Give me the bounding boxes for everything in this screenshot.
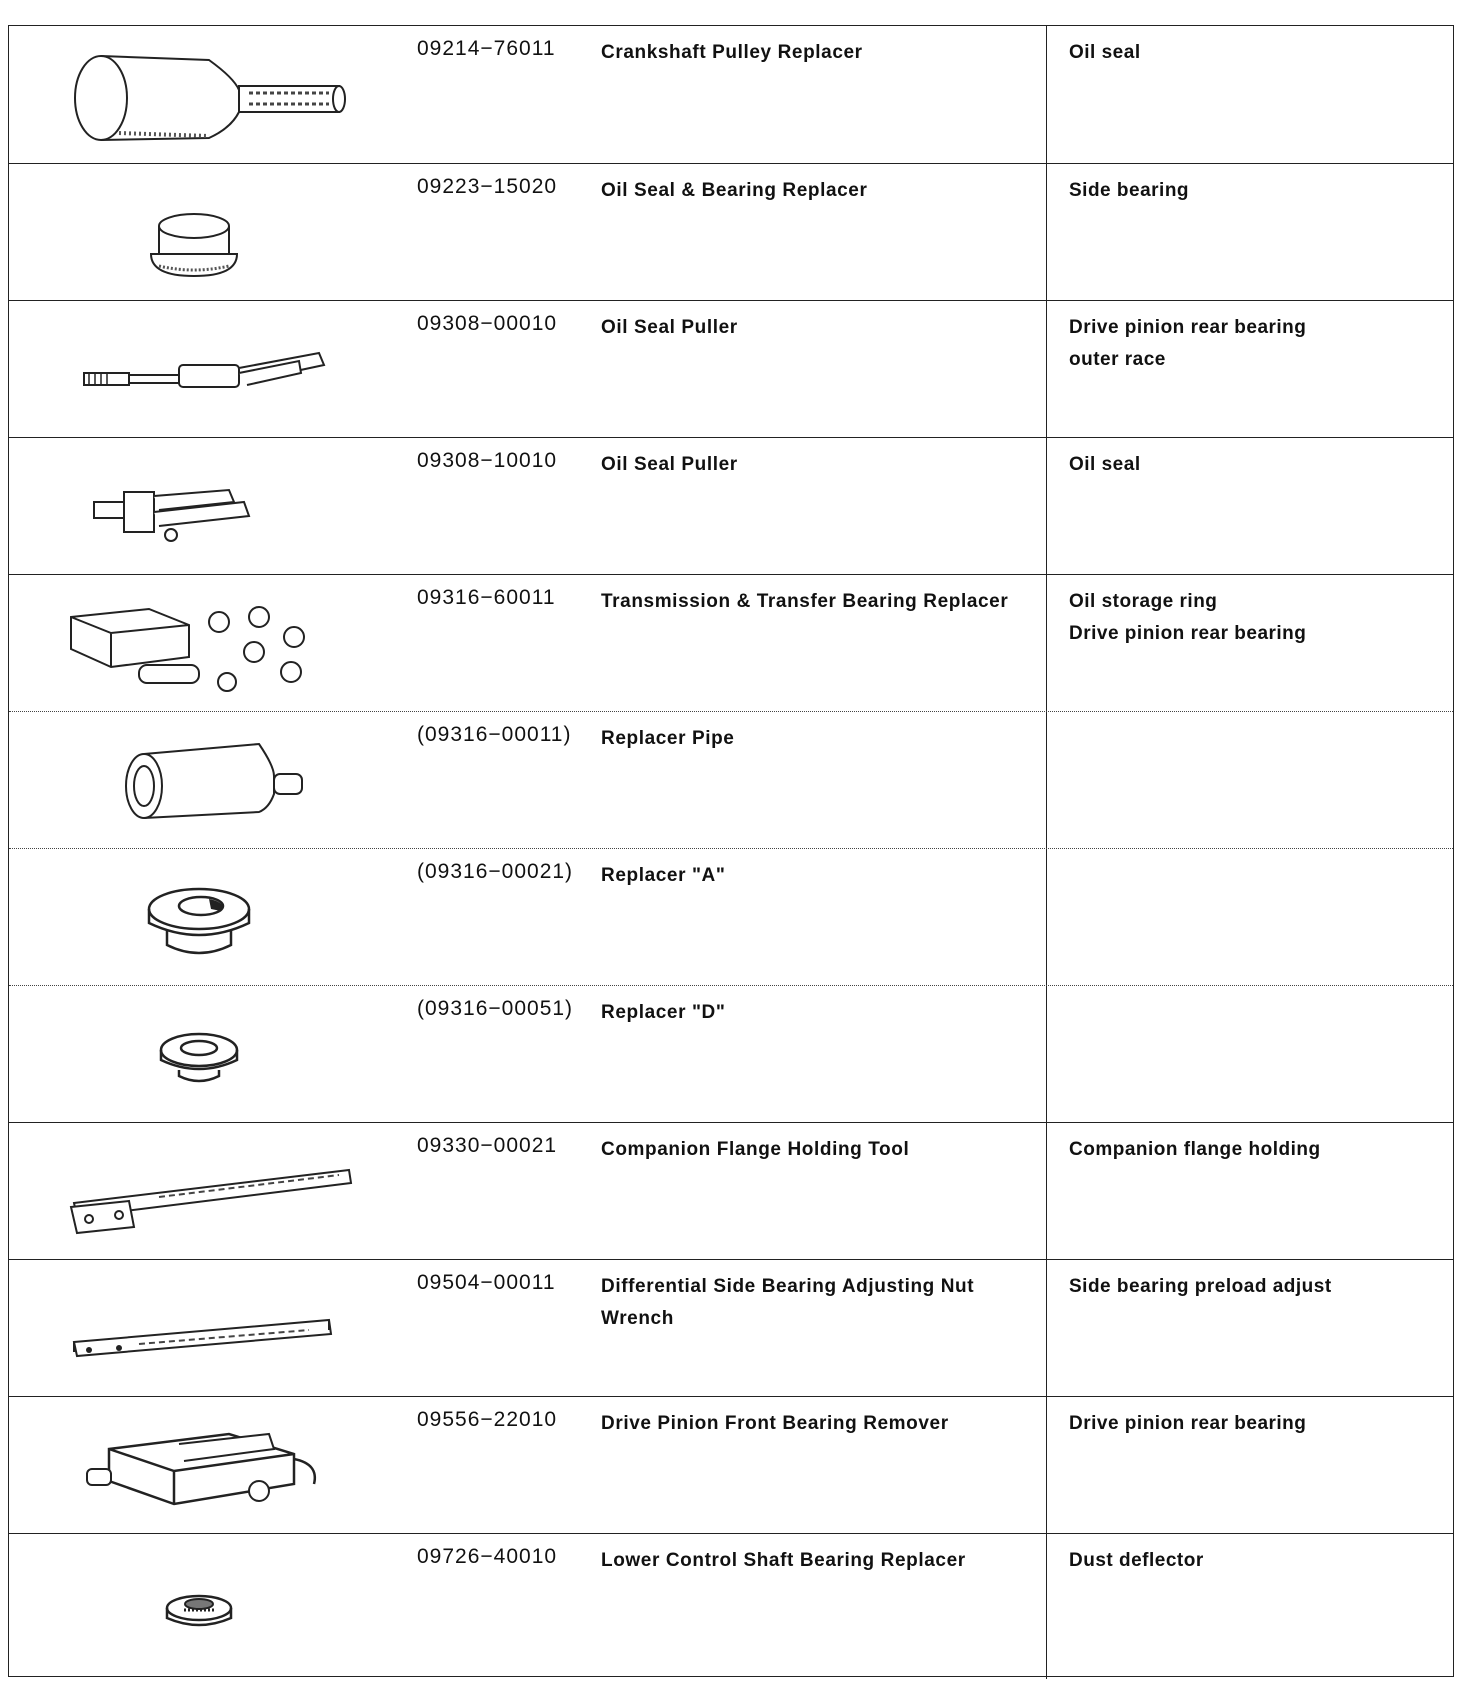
tool-use-line: Drive pinion rear bearing xyxy=(1069,1413,1307,1434)
tool-name-line: Replacer Pipe xyxy=(601,728,735,749)
replacer-a-illustration xyxy=(59,861,359,976)
oil-seal-puller-illustration xyxy=(59,313,359,428)
part-number: 09223−15020 xyxy=(417,175,558,198)
tool-use-line: Oil seal xyxy=(1069,454,1141,475)
replacer-pipe-illustration xyxy=(59,724,359,839)
column-divider xyxy=(1046,26,1047,163)
table-row xyxy=(9,300,1453,438)
table-row xyxy=(9,1122,1453,1260)
column-divider xyxy=(1046,1123,1047,1260)
tool-name xyxy=(601,37,1021,69)
tool-use-line: Side bearing xyxy=(1069,180,1190,201)
tool-name-line: Adjusting Nut Wrench xyxy=(601,1276,975,1329)
tool-name xyxy=(601,1134,1021,1166)
table-row xyxy=(9,848,1453,986)
tool-name-line: Companion Flange Holding Tool xyxy=(601,1139,910,1160)
tool-use-line: Companion flange holding xyxy=(1069,1139,1321,1160)
tool-use xyxy=(1069,449,1439,481)
tool-use xyxy=(1069,1545,1439,1577)
column-divider xyxy=(1046,301,1047,438)
table-row xyxy=(9,1259,1453,1397)
tool-use xyxy=(1069,1271,1439,1303)
tool-name xyxy=(601,1271,1021,1335)
tool-name-line: Oil Seal Puller xyxy=(601,317,738,338)
tool-use-line: Dust deflector xyxy=(1069,1550,1204,1571)
bearing-remover-illustration xyxy=(59,1409,359,1524)
part-number: 09556−22010 xyxy=(417,1408,558,1431)
column-divider xyxy=(1046,164,1047,301)
table-row xyxy=(9,574,1453,712)
tool-name xyxy=(601,175,1021,207)
tool-use-line: Oil seal xyxy=(1069,42,1141,63)
column-divider xyxy=(1046,1397,1047,1534)
table-row xyxy=(9,1533,1453,1679)
tool-name-line: Lower Control Shaft Bearing xyxy=(601,1550,875,1571)
tool-name-line: Replacer xyxy=(923,591,1009,612)
column-divider xyxy=(1046,1534,1047,1679)
oil-seal-puller-illustration xyxy=(59,450,359,565)
part-number: 09504−00011 xyxy=(417,1271,556,1294)
tool-use xyxy=(1069,586,1439,650)
tool-name-line: Replacer "A" xyxy=(601,865,726,886)
tool-name-line: Oil Seal & Bearing Replacer xyxy=(601,180,868,201)
tool-name xyxy=(601,997,1021,1029)
tool-use xyxy=(1069,1134,1439,1166)
tool-name xyxy=(601,1545,1021,1577)
bearing-replacer-set-illustration xyxy=(59,587,359,702)
column-divider xyxy=(1046,712,1047,849)
tool-use xyxy=(1069,312,1439,376)
part-number: 09308−00010 xyxy=(417,312,558,335)
table-row xyxy=(9,437,1453,575)
flange-holding-tool-illustration xyxy=(59,1135,359,1250)
tool-use-line: Drive pinion rear bearing xyxy=(1069,623,1307,644)
part-number: (09316−00021) xyxy=(417,860,574,883)
tool-name-line: Replacer xyxy=(880,1550,966,1571)
tool-name xyxy=(601,1408,1021,1440)
tool-name xyxy=(601,449,1021,481)
tool-use xyxy=(1069,1408,1439,1440)
tool-use-line: Drive pinion rear bearing xyxy=(1069,317,1307,338)
tool-use-line: outer race xyxy=(1069,349,1166,370)
special-tools-table xyxy=(8,25,1454,1677)
tool-name-line: Replacer "D" xyxy=(601,1002,726,1023)
tool-use xyxy=(1069,37,1439,69)
tool-use-line: Side bearing preload adjust xyxy=(1069,1276,1332,1297)
part-number: 09726−40010 xyxy=(417,1545,558,1568)
table-row xyxy=(9,711,1453,849)
part-number: 09330−00021 xyxy=(417,1134,558,1157)
tool-name xyxy=(601,586,1021,618)
part-number: (09316−00051) xyxy=(417,997,574,1020)
tool-use-line: Oil storage ring xyxy=(1069,591,1218,612)
tool-use xyxy=(1069,175,1439,207)
part-number: (09316−00011) xyxy=(417,723,572,746)
replacer-d-illustration xyxy=(59,998,359,1113)
tool-name xyxy=(601,312,1021,344)
tool-name xyxy=(601,860,1021,892)
column-divider xyxy=(1046,849,1047,986)
column-divider xyxy=(1046,986,1047,1123)
adjusting-nut-wrench-illustration xyxy=(59,1272,359,1387)
tool-name-line: Oil Seal Puller xyxy=(601,454,738,475)
crankshaft-pulley-replacer-illustration xyxy=(59,38,359,153)
table-row xyxy=(9,1396,1453,1534)
part-number: 09316−60011 xyxy=(417,586,556,609)
table-row xyxy=(9,163,1453,301)
tool-name-line: Drive Pinion Front Bearing xyxy=(601,1413,858,1434)
column-divider xyxy=(1046,438,1047,575)
part-number: 09308−10010 xyxy=(417,449,558,472)
column-divider xyxy=(1046,1260,1047,1397)
tool-name-line: Remover xyxy=(863,1413,949,1434)
oil-seal-bearing-replacer-illustration xyxy=(59,176,359,291)
tool-name xyxy=(601,723,1021,755)
table-row xyxy=(9,26,1453,163)
table-row xyxy=(9,985,1453,1123)
tool-name-line: Crankshaft Pulley Replacer xyxy=(601,42,863,63)
column-divider xyxy=(1046,575,1047,712)
tool-name-line: Differential Side Bearing xyxy=(601,1276,837,1297)
tool-name-line: Transmission & Transfer Bearing xyxy=(601,591,918,612)
part-number: 09214−76011 xyxy=(417,37,556,60)
control-shaft-bearing-replacer-illustration xyxy=(59,1546,359,1661)
